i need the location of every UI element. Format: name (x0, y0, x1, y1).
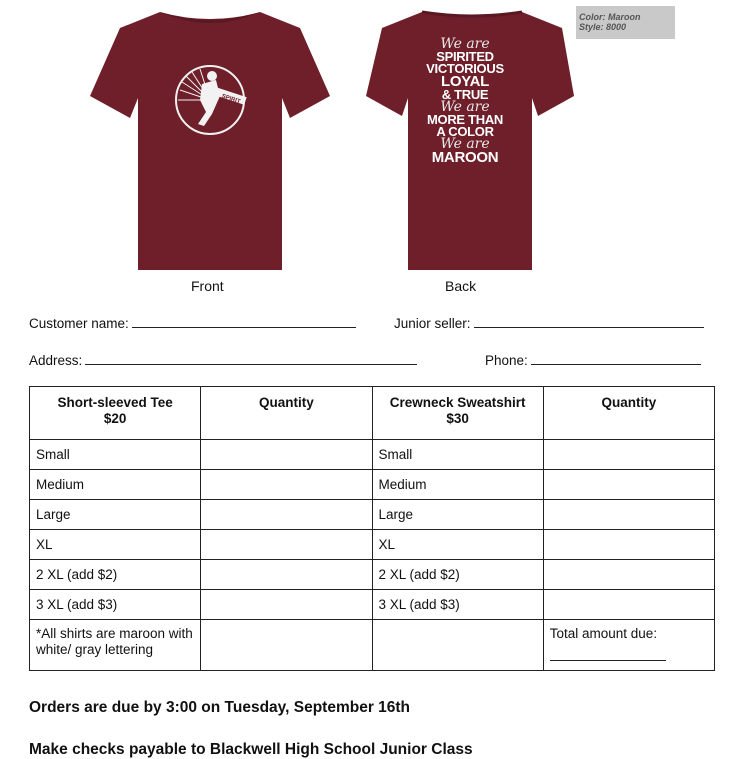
front-shirt-image (90, 8, 330, 274)
sweatshirt-size-cell: Large (372, 500, 543, 530)
sweatshirt-quantity-cell[interactable] (543, 560, 714, 590)
tee-size-cell: Small (30, 440, 201, 470)
phone-line[interactable] (531, 350, 701, 365)
tee-size-cell: XL (30, 530, 201, 560)
tee-size-cell: Large (30, 500, 201, 530)
tee-quantity-cell[interactable] (201, 530, 372, 560)
sweatshirt-quantity-cell[interactable] (543, 530, 714, 560)
junior-seller-label: Junior seller: (394, 316, 471, 331)
back-line: We are (440, 99, 490, 115)
tag-color: Color: Maroon (579, 12, 641, 22)
sweatshirt-size-cell: XL (372, 530, 543, 560)
tshirt-front-icon (90, 8, 330, 274)
table-header-row (30, 387, 715, 440)
total-label: Total amount due: (549, 626, 658, 641)
back-line: LOYAL (441, 73, 489, 90)
back-line: MAROON (431, 149, 499, 166)
sweatshirt-quantity-cell[interactable] (543, 470, 714, 500)
phone-label: Phone: (485, 353, 528, 368)
header-sweatshirt: Crewneck Sweatshirt $30 (372, 387, 543, 440)
back-line: We are (440, 36, 490, 52)
back-line: MORE THAN (426, 112, 504, 127)
tee-quantity-cell[interactable] (201, 440, 372, 470)
due-date-text: Orders are due by 3:00 on Tuesday, September 16th (29, 699, 411, 716)
back-print-text (415, 38, 515, 165)
sweatshirt-quantity-cell[interactable] (543, 590, 714, 620)
customer-name-field[interactable] (29, 313, 356, 331)
junior-seller-field[interactable] (394, 313, 704, 331)
front-caption: Front (191, 278, 224, 294)
table-row (30, 590, 715, 620)
header-quantity-tee: Quantity (201, 387, 372, 440)
back-line: & TRUE (441, 87, 489, 102)
back-line: We are (440, 136, 490, 152)
shirt-color-note: *All shirts are maroon with white/ gray lettering (30, 620, 201, 671)
total-cell[interactable] (543, 620, 714, 671)
table-row (30, 440, 715, 470)
sweatshirt-size-cell: Medium (372, 470, 543, 500)
sweatshirt-quantity-cell[interactable] (543, 500, 714, 530)
table-row (30, 560, 715, 590)
address-line[interactable] (85, 350, 417, 365)
empty-cell (372, 620, 543, 671)
tee-quantity-cell[interactable] (201, 470, 372, 500)
sweatshirt-size-cell: Small (372, 440, 543, 470)
back-caption: Back (445, 278, 477, 294)
header-tee: Short-sleeved Tee $20 (30, 387, 201, 440)
sweatshirt-size-cell: 2 XL (add $2) (372, 560, 543, 590)
address-label: Address: (29, 353, 83, 368)
order-table (29, 386, 715, 671)
back-line: A COLOR (436, 124, 494, 139)
back-line: SPIRITED (436, 49, 494, 64)
customer-name-label: Customer name: (29, 316, 129, 331)
tee-size-cell: Medium (30, 470, 201, 500)
total-line[interactable] (550, 646, 666, 661)
phone-field[interactable] (485, 350, 701, 368)
header-quantity-sweatshirt: Quantity (543, 387, 714, 440)
customer-name-line[interactable] (132, 313, 356, 328)
front-shirt-body (90, 12, 330, 270)
tee-size-cell: 3 XL (add $3) (30, 590, 201, 620)
tee-quantity-cell[interactable] (201, 500, 372, 530)
tee-size-cell: 2 XL (add $2) (30, 560, 201, 590)
tee-quantity-cell[interactable] (201, 560, 372, 590)
front-banner-text: SPIRIT (220, 93, 241, 106)
junior-seller-line[interactable] (474, 313, 704, 328)
table-row (30, 530, 715, 560)
sweatshirt-size-cell: 3 XL (add $3) (372, 590, 543, 620)
color-style-tag (576, 6, 675, 39)
back-line: VICTORIOUS (426, 61, 504, 76)
table-footer-row (30, 620, 715, 671)
empty-cell (201, 620, 372, 671)
table-row (30, 470, 715, 500)
tag-style: Style: 8000 (579, 22, 627, 32)
address-field[interactable] (29, 350, 417, 368)
sweatshirt-quantity-cell[interactable] (543, 440, 714, 470)
tee-quantity-cell[interactable] (201, 590, 372, 620)
table-row (30, 500, 715, 530)
checks-payable-text: Make checks payable to Blackwell High School Junior Class (29, 741, 473, 758)
